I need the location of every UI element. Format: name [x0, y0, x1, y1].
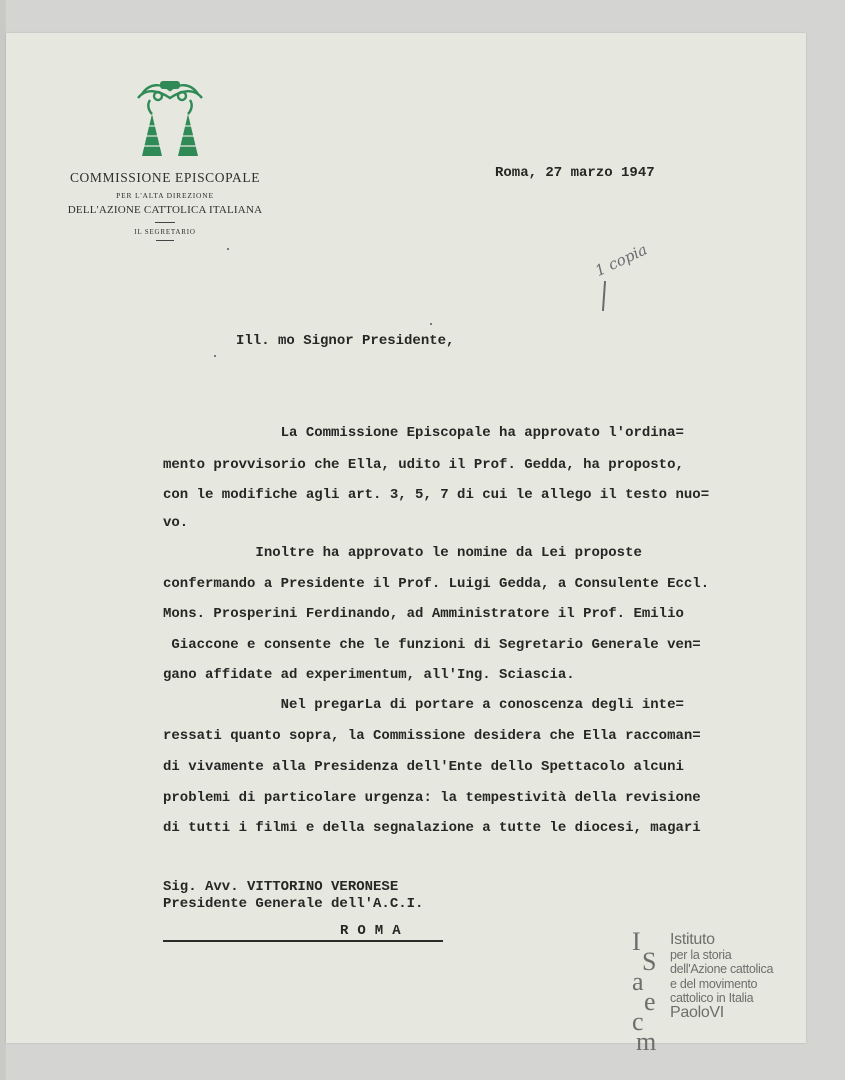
- logo-letter: a: [632, 967, 644, 996]
- body-line: con le modifiche agli art. 3, 5, 7 di cui le allego il testo nuo=: [163, 487, 710, 503]
- logo-line: dell'Azione cattolica: [670, 962, 774, 977]
- logo-monogram: [630, 927, 668, 1056]
- body-line: mento provvisorio che Ella, udito il Prof. Gedda, ha proposto,: [163, 457, 684, 473]
- address-city: ROMA: [340, 923, 410, 939]
- logo-letter: S: [642, 947, 657, 976]
- logo-text: [670, 933, 773, 1021]
- salutation: Ill. mo Signor Presidente,: [236, 333, 455, 349]
- body-line: Nel pregarLa di portare a conoscenza degli inte=: [163, 697, 684, 713]
- body-line: vo.: [163, 515, 189, 531]
- letterhead-divider: [156, 240, 174, 241]
- logo-line: e del movimento: [670, 976, 758, 991]
- logo-letter: c: [632, 1007, 644, 1036]
- body-line: Mons. Prosperini Ferdinando, ad Amministratore il Prof. Emilio: [163, 606, 684, 622]
- logo-line: Istituto: [670, 931, 715, 948]
- logo-letter: e: [644, 987, 656, 1016]
- letter-date: Roma, 27 marzo 1947: [495, 165, 655, 181]
- logo-letter: I: [632, 927, 641, 956]
- address-recipient: Sig. Avv. VITTORINO VERONESE: [163, 879, 399, 895]
- letterhead-title: COMMISSIONE EPISCOPALE: [69, 170, 261, 185]
- letterhead-divider: [155, 222, 175, 223]
- letterhead-subtitle: PER L'ALTA DIREZIONE: [116, 191, 214, 200]
- letterhead-role: IL SEGRETARIO: [134, 228, 196, 236]
- logo-line: PaoloVI: [670, 1003, 724, 1021]
- logo-line: cattolico in Italia: [670, 991, 754, 1006]
- body-line: La Commissione Episcopale ha approvato l'ordina=: [163, 425, 684, 441]
- archive-watermark-logo: [630, 927, 780, 1056]
- paper-speck: [214, 355, 216, 357]
- body-line: confermando a Presidente il Prof. Luigi Gedda, a Consulente Eccl.: [163, 576, 710, 592]
- paper-speck: [430, 323, 432, 325]
- body-line: di tutti i filmi e della segnalazione a tutte le diocesi, magari: [163, 820, 701, 836]
- body-line: Giaccone e consente che le funzioni di Segretario Generale ven=: [163, 637, 701, 653]
- handwritten-note: 1 copia: [592, 240, 650, 280]
- paper-speck: [227, 248, 229, 250]
- letterhead-organization: DELL'AZIONE CATTOLICA ITALIANA: [67, 204, 263, 216]
- logo-letter: m: [636, 1027, 657, 1056]
- body-line: problemi di particolare urgenza: la tempestività della revisione: [163, 790, 701, 806]
- body-line: gano affidate ad experimentum, all'Ing. Sciascia.: [163, 667, 575, 683]
- logo-line: per la storia: [670, 947, 732, 962]
- body-line: Inoltre ha approvato le nomine da Lei proposte: [163, 545, 642, 561]
- body-line: di vivamente alla Presidenza dell'Ente dello Spettacolo alcuni: [163, 759, 684, 775]
- body-line: ressati quanto sopra, la Commissione desidera che Ella raccoman=: [163, 728, 701, 744]
- address-underline: [163, 940, 443, 942]
- letterhead: [55, 170, 275, 241]
- episcopal-crest-icon: [132, 78, 208, 158]
- address-title: Presidente Generale dell'A.C.I.: [163, 896, 424, 912]
